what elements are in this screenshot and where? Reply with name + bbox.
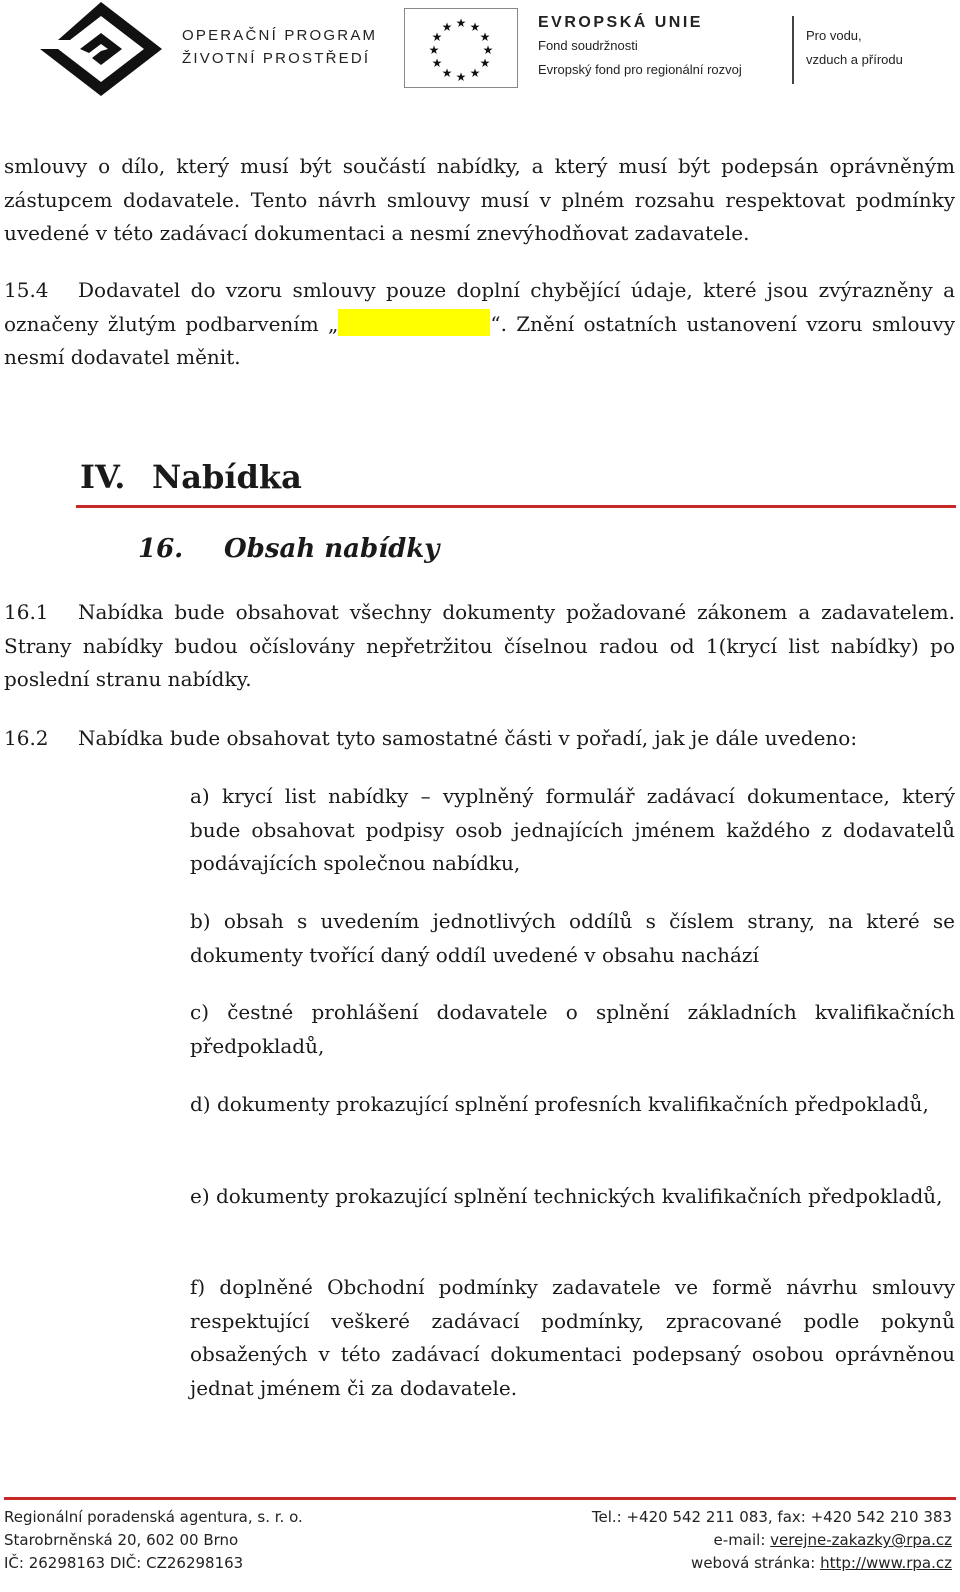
eu-flag-icon xyxy=(404,8,518,88)
list-item: e) dokumenty prokazující splnění technických kvalifikačních předpokladů, xyxy=(190,1184,943,1208)
section-number: IV. xyxy=(80,458,126,496)
subsection-heading xyxy=(138,534,439,564)
footer-ids: IČ: 26298163 DIČ: CZ26298163 xyxy=(4,1554,244,1572)
opzp-logo-text xyxy=(182,24,377,70)
svg-text:★: ★ xyxy=(469,20,481,34)
footer-address: Starobrněnská 20, 602 00 Brno xyxy=(4,1531,239,1549)
footer-email-line xyxy=(592,1529,952,1552)
tagline-line1: Pro vodu, xyxy=(806,28,862,43)
eu-fund-2: Evropský fond pro regionální rozvoj xyxy=(538,62,742,77)
list-item: f) doplněné Obchodní podmínky zadavatele ve formě návrhu smlouvy respektující veškeré zadávací podmínky, zpracované podle pokynů obsažených v této zadávací dokumentaci podepsaný osobou oprávněnou jednat jménem či za dodavatele. xyxy=(190,1275,955,1400)
header-divider xyxy=(792,16,794,84)
subsection-number: 16. xyxy=(138,534,184,564)
clause-text-b: “. Znění ostatních ustanovení vzoru smlouvy nesmí dodavatel měnit. xyxy=(4,311,955,369)
svg-text:★: ★ xyxy=(441,20,453,34)
svg-text:★: ★ xyxy=(482,43,494,57)
section-title: Nabídka xyxy=(152,458,302,496)
opzp-line2: ŽIVOTNÍ PROSTŘEDÍ xyxy=(182,50,371,67)
email-label: e-mail: xyxy=(713,1531,771,1549)
footer-org: Regionální poradenská agentura, s. r. o. xyxy=(4,1508,303,1526)
footer-web-line xyxy=(592,1552,952,1575)
clause-number: 16.1 xyxy=(4,600,49,624)
yellow-highlight-sample xyxy=(338,309,490,336)
footer-contact xyxy=(592,1506,952,1575)
svg-text:★: ★ xyxy=(431,30,443,44)
paragraph-16-1 xyxy=(4,596,955,697)
footer-rule xyxy=(4,1497,956,1500)
web-link[interactable]: http://www.rpa.cz xyxy=(820,1554,952,1572)
svg-text:★: ★ xyxy=(441,66,453,80)
svg-text:★: ★ xyxy=(428,43,440,57)
paragraph-15-4 xyxy=(4,274,955,375)
svg-text:★: ★ xyxy=(479,30,491,44)
opzp-logo-icon xyxy=(40,2,162,96)
list-item: a) krycí list nabídky – vyplněný formulář zadávací dokumentace, který bude obsahovat podpisy osob jednajících jménem každého z dodavatelů podávajících společnou nabídku, xyxy=(190,784,955,875)
footer-company xyxy=(4,1506,303,1575)
clause-text-a: Dodavatel do vzoru smlouvy pouze doplní chybějící údaje, které jsou zvýrazněny a označeny žlutým podbarvením „ xyxy=(4,278,955,336)
svg-text:★: ★ xyxy=(469,66,481,80)
tagline-line2: vzduch a přírodu xyxy=(806,52,903,67)
subsection-title: Obsah nabídky xyxy=(224,534,440,564)
svg-text:★: ★ xyxy=(479,56,491,70)
list-item: b) obsah s uvedením jednotlivých oddílů s číslem strany, na které se dokumenty tvořící daný oddíl uvedené v obsahu nachází xyxy=(190,909,955,967)
section-rule xyxy=(76,505,956,508)
section-heading xyxy=(80,458,302,496)
clause-text: Nabídka bude obsahovat tyto samostatné části v pořadí, jak je dále uvedeno: xyxy=(78,726,858,750)
clause-number: 15.4 xyxy=(4,278,49,302)
clause-number: 16.2 xyxy=(4,726,49,750)
list-item: c) čestné prohlášení dodavatele o splnění základních kvalifikačních předpokladů, xyxy=(190,1000,955,1058)
paragraph-contract-draft: smlouvy o dílo, který musí být součástí nabídky, a který musí být podepsán oprávněným zástupcem dodavatele. Tento návrh smlouvy musí v plném rozsahu respektovat podmínky uvedené v této zadávací dokumentaci a nesmí znevýhodňovat zadavatele. xyxy=(4,154,955,245)
web-label: webová stránka: xyxy=(691,1554,821,1572)
eu-fund-1: Fond soudržnosti xyxy=(538,38,638,53)
opzp-line1: OPERAČNÍ PROGRAM xyxy=(182,27,378,44)
tagline xyxy=(806,24,903,72)
clause-text: Nabídka bude obsahovat všechny dokumenty požadované zákonem a zadavatelem. Strany nabídky budou očíslovány nepřetržitou číselnou radou od 1(krycí list nabídky) po poslední stranu nabídky. xyxy=(4,600,955,691)
eu-logo-text xyxy=(538,12,742,82)
svg-text:★: ★ xyxy=(455,70,467,84)
eu-title: EVROPSKÁ UNIE xyxy=(538,14,703,31)
email-link[interactable]: verejne-zakazky@rpa.cz xyxy=(770,1531,952,1549)
list-item: d) dokumenty prokazující splnění profesních kvalifikačních předpokladů, xyxy=(190,1092,929,1116)
footer-tel: Tel.: +420 542 211 083, fax: +420 542 210 383 xyxy=(591,1508,952,1526)
paragraph-16-2 xyxy=(4,722,955,756)
svg-text:★: ★ xyxy=(455,16,467,30)
svg-text:★: ★ xyxy=(431,56,443,70)
